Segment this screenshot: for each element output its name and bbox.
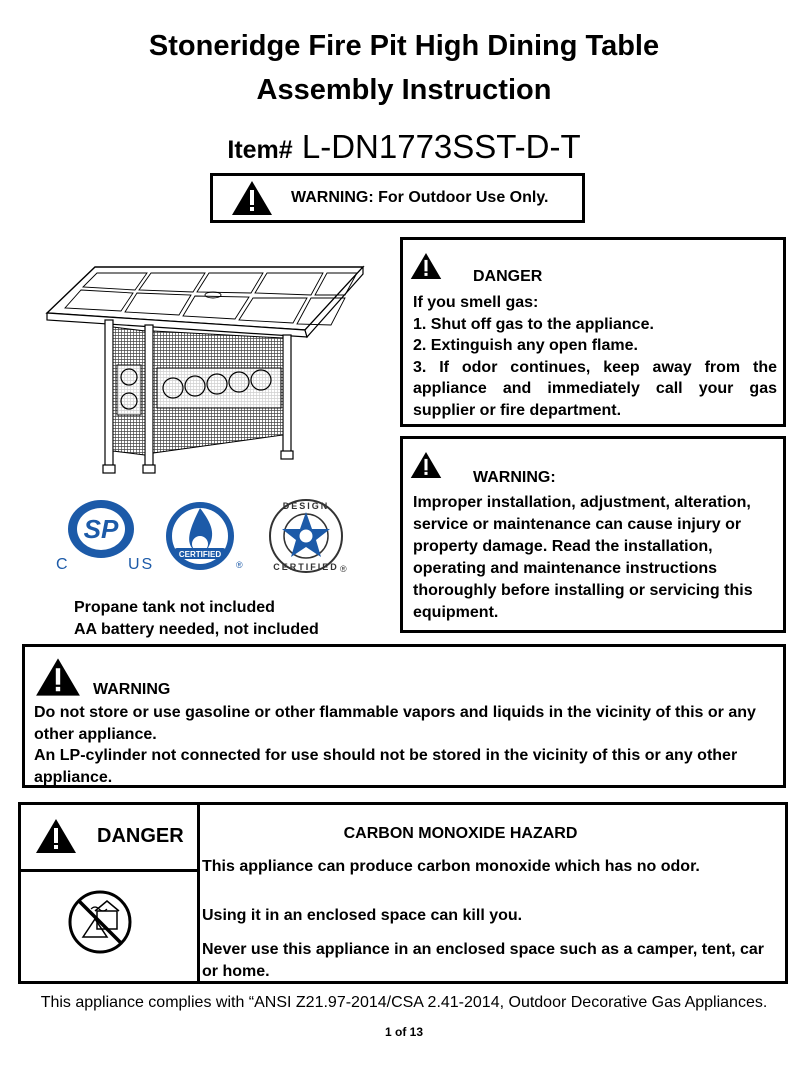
- design-star-icon: [268, 496, 350, 580]
- danger-co-heading-cell: [21, 805, 197, 872]
- danger-co-line: Never use this appliance in an enclosed space such as a camper, tent, car or home.: [202, 941, 765, 980]
- document-title-line1: Stoneridge Fire Pit High Dining Table: [148, 30, 660, 62]
- danger-gas-line: 2. Extinguish any open flame.: [413, 337, 638, 354]
- outdoor-warning-text: WARNING: For Outdoor Use Only.: [291, 189, 549, 206]
- note-propane: Propane tank not included: [74, 599, 275, 616]
- fire-pit-table-illustration: [45, 265, 365, 475]
- warning-install-text: Improper installation, adjustment, alteration, service or maintenance can cause injury or property damage. Read the installation, operating and maintenance instructions thoroughly before installing or servicing this equipment.: [413, 494, 753, 621]
- warning-triangle-icon: [35, 815, 77, 857]
- design-top-text: DESIGN: [282, 501, 330, 511]
- warning-install-heading: WARNING:: [473, 469, 556, 486]
- warning-triangle-icon: [410, 447, 442, 483]
- no-enclosed-space-icon: [67, 889, 133, 955]
- csa-right-label: US: [128, 556, 155, 573]
- danger-co-heading: DANGER: [97, 825, 184, 847]
- warning-install-box: [400, 436, 786, 633]
- danger-gas-line: 1. Shut off gas to the appliance.: [413, 315, 654, 333]
- outdoor-warning-box: [210, 173, 585, 223]
- warning-flammable-box: [22, 644, 786, 788]
- danger-co-left-column: [21, 805, 200, 981]
- item-number: L-DN1773SST-D-T: [301, 128, 581, 165]
- page-number: 1 of 13: [384, 1025, 423, 1039]
- danger-gas-heading: DANGER: [473, 268, 543, 285]
- danger-co-line: Using it in an enclosed space can kill you.: [202, 907, 523, 924]
- item-number-line: [0, 128, 808, 166]
- danger-co-title: CARBON MONOXIDE HAZARD: [343, 825, 578, 842]
- svg-text:SP: SP: [83, 514, 119, 544]
- warning-triangle-icon: [35, 655, 81, 699]
- csa-certified-logo: [164, 498, 244, 578]
- danger-gas-line: 3. If odor continues, keep away from the appliance and immediately call your gas supplier or fire department.: [413, 358, 777, 419]
- danger-gas-list: [413, 292, 777, 421]
- warning-flammable-line: Do not store or use gasoline or other flammable vapors and liquids in the vicinity of this or any other appliance.: [34, 704, 756, 743]
- warning-flammable-heading: WARNING: [93, 681, 171, 698]
- included-notes: [74, 597, 319, 641]
- flame-certified-icon: [164, 498, 244, 578]
- danger-gas-box: [400, 237, 786, 427]
- warning-flammable-line: An LP-cylinder not connected for use should not be stored in the vicinity of this or any other appliance.: [34, 747, 738, 786]
- design-certified-logo: [268, 496, 350, 580]
- registered-mark: ®: [236, 560, 243, 570]
- csa-mark-icon: [66, 498, 136, 560]
- certified-band-text: CERTIFIED: [178, 550, 222, 559]
- danger-gas-line: If you smell gas:: [413, 294, 539, 311]
- document-title-line2: Assembly Instruction: [256, 74, 552, 106]
- design-bottom-text: CERTIFIED: [273, 562, 339, 572]
- warning-triangle-icon: [410, 248, 442, 284]
- warning-flammable-list: [34, 702, 780, 788]
- warning-triangle-icon: [231, 180, 273, 216]
- registered-mark: ®: [340, 564, 347, 574]
- danger-co-text-column: [199, 805, 785, 981]
- danger-co-box: [18, 802, 788, 984]
- note-battery: AA battery needed, not included: [74, 621, 319, 638]
- compliance-statement: This appliance complies with “ANSI Z21.97-2014/CSA 2.41-2014, Outdoor Decorative Gas Appliances.: [40, 994, 768, 1011]
- item-label: Item#: [227, 136, 293, 164]
- danger-co-line: This appliance can produce carbon monoxide which has no odor.: [202, 858, 700, 875]
- csa-left-label: C: [56, 556, 68, 573]
- csa-logo: [52, 498, 156, 578]
